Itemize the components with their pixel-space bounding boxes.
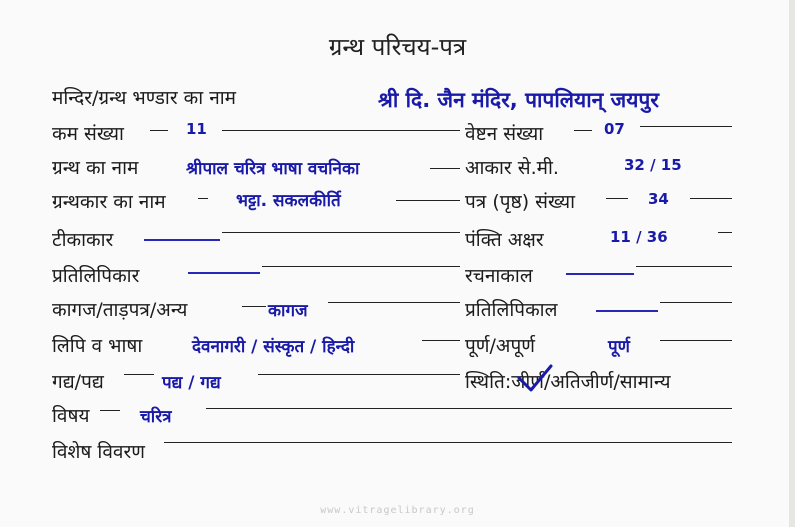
kram-label: कम संख्या xyxy=(52,123,124,145)
patra-label: पत्र (पृष्ठ) संख्या xyxy=(465,191,576,213)
watermark: www.vitragelibrary.org xyxy=(320,505,475,516)
veshtan-value: 07 xyxy=(604,120,625,138)
pratilipikal-line xyxy=(660,302,732,303)
card-edge xyxy=(789,0,795,527)
kram-line-b xyxy=(222,130,460,131)
lipi-value: देवनागरी / संस्कृत / हिन्दी xyxy=(192,337,355,357)
granth-naam-label: ग्रन्थ का नाम xyxy=(52,157,139,179)
patra-line-a xyxy=(606,198,628,199)
kram-value: 11 xyxy=(186,120,207,138)
granthkar-value: भट्टा. सकलकीर्ति xyxy=(236,191,341,211)
pratilipikal-label: प्रतिलिपिकाल xyxy=(465,299,558,321)
granth-naam-value: श्रीपाल चरित्र भाषा वचनिका xyxy=(186,159,360,179)
granthkar-line-a xyxy=(198,198,208,199)
aakar-label: आकार से.मी. xyxy=(465,157,559,179)
granth-naam-line xyxy=(430,168,460,169)
vishay-value: चरित्र xyxy=(140,407,172,427)
kagaj-line-b xyxy=(328,302,460,303)
patra-line-b xyxy=(690,198,732,199)
poorn-line xyxy=(660,340,732,341)
pratilipikar-line xyxy=(262,266,460,267)
sthiti-label: स्थिति:जीर्ण/अतिजीर्ण/सामान्य xyxy=(465,371,671,393)
kagaj-label: कागज/ताड़पत्र/अन्य xyxy=(52,299,188,321)
granthkar-line-b xyxy=(396,200,460,201)
rachnakal-dash xyxy=(566,273,634,275)
gadya-value: पद्य / गद्य xyxy=(162,373,221,393)
mandir-value: श्री दि. जैन मंदिर, पापलियान् जयपुर xyxy=(378,88,659,112)
teekakar-dash xyxy=(144,239,220,241)
gadya-line-b xyxy=(258,374,460,375)
rachnakal-line xyxy=(636,266,732,267)
granthkar-label: ग्रन्थकार का नाम xyxy=(52,191,166,213)
lipi-line xyxy=(422,340,460,341)
vishesh-label: विशेष विवरण xyxy=(52,441,145,463)
pankti-line xyxy=(718,232,732,233)
pratilipikar-label: प्रतिलिपिकार xyxy=(52,265,140,287)
poorn-label: पूर्ण/अपूर्ण xyxy=(465,335,535,357)
veshtan-line-b xyxy=(640,126,732,127)
pratilipikar-dash xyxy=(188,272,260,274)
rachnakal-label: रचनाकाल xyxy=(465,265,533,287)
teekakar-line xyxy=(222,232,460,233)
kram-line-a xyxy=(150,130,168,131)
veshtan-line-a xyxy=(574,130,592,131)
vishay-label: विषय xyxy=(52,405,90,427)
pankti-value: 11 / 36 xyxy=(610,228,668,246)
teekakar-label: टीकाकार xyxy=(52,229,114,251)
card-title: ग्रन्थ परिचय-पत्र xyxy=(328,33,467,61)
kagaj-value: कागज xyxy=(268,301,308,321)
poorn-value: पूर्ण xyxy=(608,337,630,357)
vishesh-line xyxy=(164,442,732,443)
gadya-line-a xyxy=(124,374,154,375)
patra-value: 34 xyxy=(648,190,669,208)
checkmark-icon xyxy=(515,364,555,394)
veshtan-label: वेष्टन संख्या xyxy=(465,123,544,145)
mandir-label: मन्दिर/ग्रन्थ भण्डार का नाम xyxy=(52,87,237,109)
vishay-line-a xyxy=(100,410,120,411)
vishay-line-b xyxy=(206,408,732,409)
pankti-label: पंक्ति अक्षर xyxy=(465,229,544,251)
lipi-label: लिपि व भाषा xyxy=(52,335,143,357)
pratilipikal-dash xyxy=(596,310,658,312)
aakar-value: 32 / 15 xyxy=(624,156,682,174)
kagaj-line-a xyxy=(242,306,266,307)
gadya-label: गद्य/पद्य xyxy=(52,371,104,393)
